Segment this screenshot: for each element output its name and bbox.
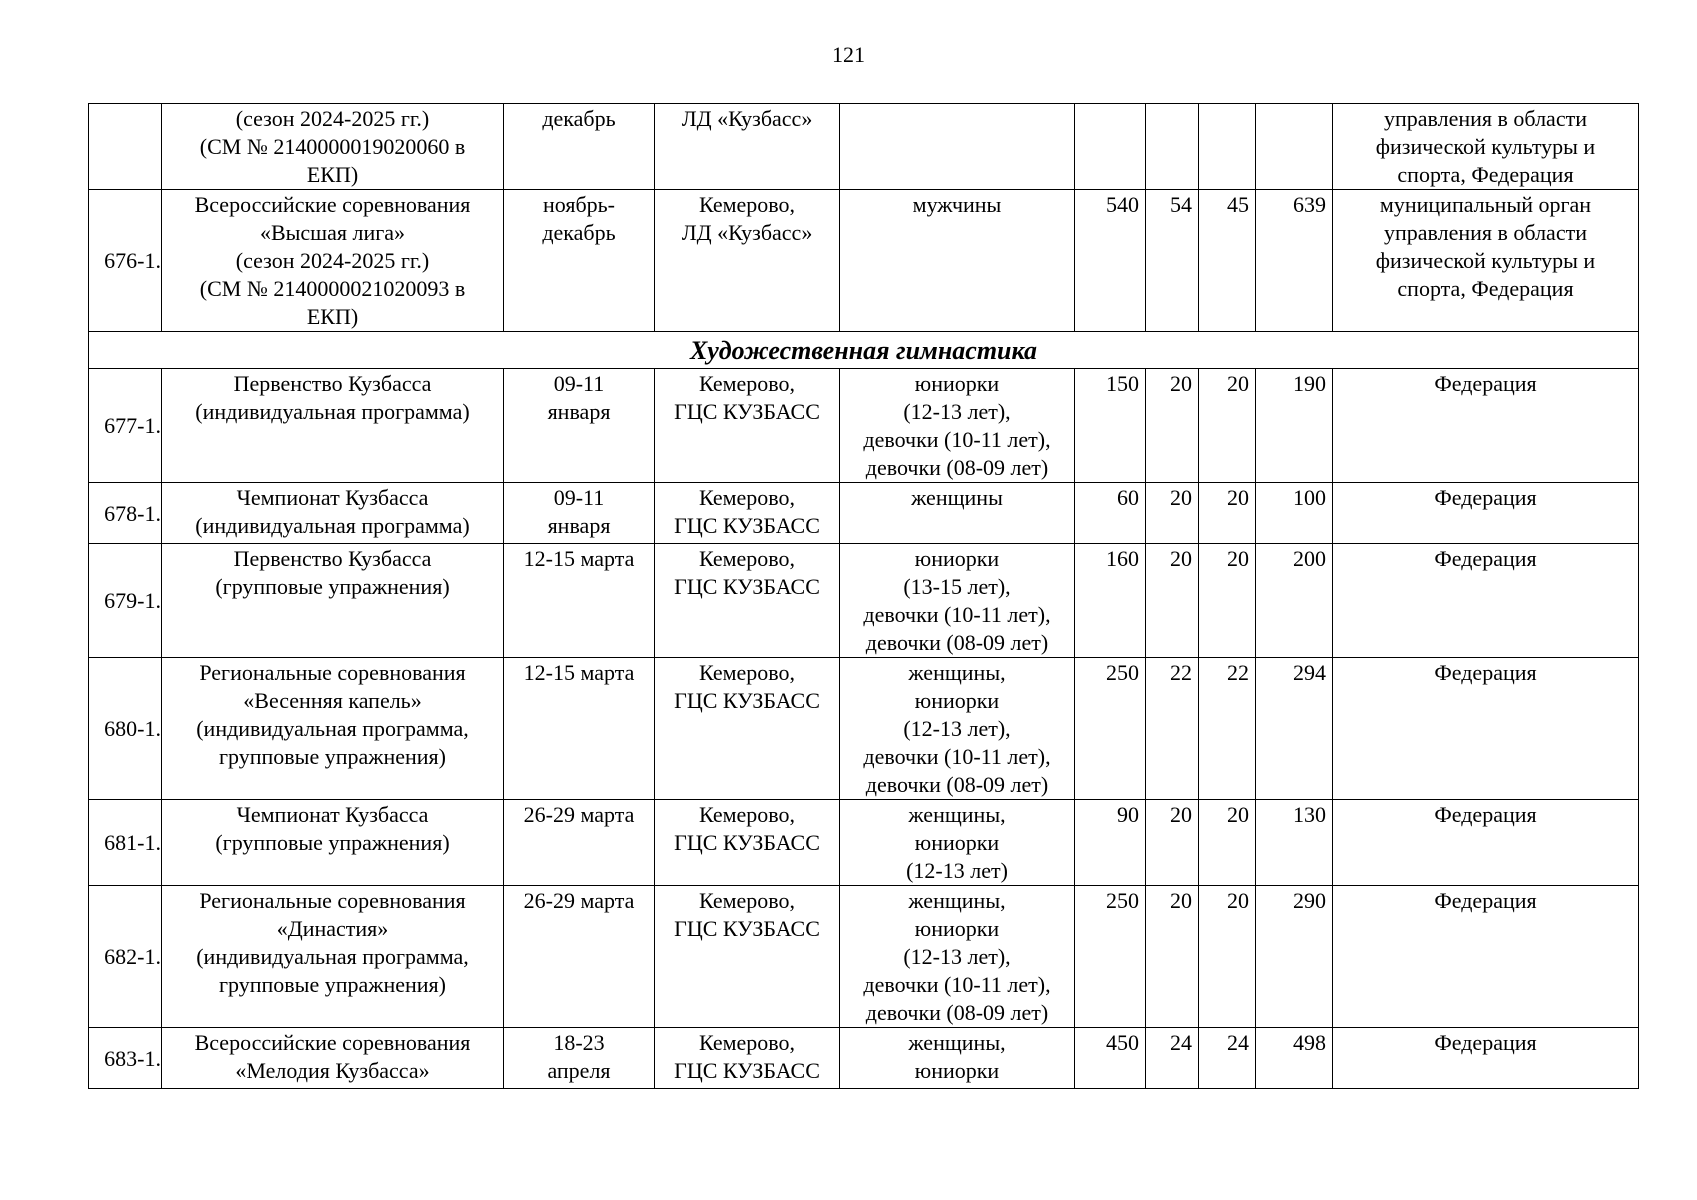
judges-count-cell: 54 xyxy=(1146,190,1199,332)
cell-line: Федерация xyxy=(1434,802,1537,827)
event-dates-cell xyxy=(504,544,655,658)
participants-count-cell: 250 xyxy=(1075,658,1146,800)
organizer-cell xyxy=(1333,104,1639,190)
cell-line: Федерация xyxy=(1434,485,1537,510)
event-number-cell: 683-1. xyxy=(89,1028,162,1089)
event-number-cell: 682-1. xyxy=(89,886,162,1028)
organizer-cell xyxy=(1333,483,1639,544)
cell-line: Чемпионат Кузбасса xyxy=(236,485,429,510)
cell-line: девочки (08-09 лет) xyxy=(865,630,1049,655)
participants-count-cell xyxy=(1075,104,1146,190)
organizer-cell xyxy=(1333,658,1639,800)
cell-line: апреля xyxy=(547,1058,611,1083)
participants-count-cell: 90 xyxy=(1075,800,1146,886)
cell-line: Кемерово, xyxy=(698,485,796,510)
cell-line: спорта, Федерация xyxy=(1397,162,1574,187)
event-name-cell xyxy=(162,369,504,483)
cell-line: 09-11 xyxy=(553,485,605,510)
cell-line: (индивидуальная программа, xyxy=(196,716,469,741)
event-participants-cell xyxy=(840,886,1075,1028)
cell-line: спорта, Федерация xyxy=(1397,276,1574,301)
table-row xyxy=(89,1028,1639,1089)
organizer-cell xyxy=(1333,369,1639,483)
cell-line: Федерация xyxy=(1434,371,1537,396)
cell-line: «Династия» xyxy=(276,916,389,941)
cell-line: физической культуры и xyxy=(1375,248,1596,273)
cell-line: ЛД «Кузбасс» xyxy=(681,220,813,245)
event-name-cell xyxy=(162,483,504,544)
cell-line: (СМ № 2140000021020093 в xyxy=(199,276,466,301)
cell-line: Кемерово, xyxy=(698,371,796,396)
event-name-cell xyxy=(162,190,504,332)
cell-line: Федерация xyxy=(1434,1030,1537,1055)
event-number-cell xyxy=(89,104,162,190)
cell-line: декабрь xyxy=(542,220,616,245)
cell-line: Федерация xyxy=(1434,660,1537,685)
event-place-cell xyxy=(655,886,840,1028)
cell-line: ГЦС КУЗБАСС xyxy=(674,513,820,538)
staff-count-cell: 20 xyxy=(1199,483,1256,544)
cell-line: ГЦС КУЗБАСС xyxy=(674,830,820,855)
cell-line: девочки (08-09 лет) xyxy=(865,772,1049,797)
cell-line: января xyxy=(547,513,611,538)
cell-line: Федерация xyxy=(1434,888,1537,913)
event-place-cell xyxy=(655,658,840,800)
event-place-cell xyxy=(655,104,840,190)
event-name-cell xyxy=(162,658,504,800)
event-name-cell xyxy=(162,544,504,658)
cell-line: (групповые упражнения) xyxy=(215,830,450,855)
cell-line: девочки (10-11 лет), xyxy=(863,972,1051,997)
event-participants-cell xyxy=(840,104,1075,190)
staff-count-cell: 20 xyxy=(1199,369,1256,483)
total-count-cell: 130 xyxy=(1256,800,1333,886)
cell-line: Кемерово, xyxy=(698,660,796,685)
event-number-cell: 681-1. xyxy=(89,800,162,886)
table-row xyxy=(89,190,1639,332)
total-count-cell: 639 xyxy=(1256,190,1333,332)
event-participants-cell xyxy=(840,658,1075,800)
cell-line: «Весенняя капель» xyxy=(243,688,422,713)
cell-line: Региональные соревнования xyxy=(199,888,466,913)
cell-line: юниорки xyxy=(914,830,1000,855)
organizer-cell xyxy=(1333,886,1639,1028)
total-count-cell: 294 xyxy=(1256,658,1333,800)
total-count-cell: 290 xyxy=(1256,886,1333,1028)
cell-line: женщины, xyxy=(908,802,1006,827)
cell-line: (индивидуальная программа) xyxy=(195,513,470,538)
cell-line: юниорки xyxy=(914,688,1000,713)
cell-line: 18-23 xyxy=(553,1030,605,1055)
event-place-cell xyxy=(655,369,840,483)
cell-line: Чемпионат Кузбасса xyxy=(236,802,429,827)
organizer-cell xyxy=(1333,544,1639,658)
judges-count-cell: 20 xyxy=(1146,369,1199,483)
table-row xyxy=(89,483,1639,544)
cell-line: (12-13 лет), xyxy=(903,399,1011,424)
event-place-cell xyxy=(655,1028,840,1089)
staff-count-cell: 20 xyxy=(1199,544,1256,658)
table-row xyxy=(89,544,1639,658)
cell-line: (12-13 лет), xyxy=(903,944,1011,969)
cell-line: юниорки xyxy=(914,546,1000,571)
cell-line: (СМ № 2140000019020060 в xyxy=(199,134,466,159)
event-dates-cell xyxy=(504,104,655,190)
cell-line: женщины, xyxy=(908,888,1006,913)
event-name-cell xyxy=(162,800,504,886)
staff-count-cell: 20 xyxy=(1199,800,1256,886)
total-count-cell: 100 xyxy=(1256,483,1333,544)
cell-line: (13-15 лет), xyxy=(903,574,1011,599)
cell-line: управления в области xyxy=(1384,106,1587,131)
event-place-cell xyxy=(655,800,840,886)
participants-count-cell: 150 xyxy=(1075,369,1146,483)
cell-line: ГЦС КУЗБАСС xyxy=(674,399,820,424)
cell-line: Первенство Кузбасса xyxy=(233,371,432,396)
staff-count-cell: 22 xyxy=(1199,658,1256,800)
judges-count-cell: 20 xyxy=(1146,886,1199,1028)
event-name-cell xyxy=(162,1028,504,1089)
staff-count-cell: 24 xyxy=(1199,1028,1256,1089)
cell-line: (12-13 лет) xyxy=(906,858,1008,883)
cell-line: (групповые упражнения) xyxy=(215,574,450,599)
cell-line: юниорки xyxy=(914,371,1000,396)
judges-count-cell: 24 xyxy=(1146,1028,1199,1089)
event-participants-cell xyxy=(840,369,1075,483)
cell-line: мужчины xyxy=(912,192,1002,217)
event-dates-cell xyxy=(504,800,655,886)
event-number-cell: 678-1. xyxy=(89,483,162,544)
table-row xyxy=(89,658,1639,800)
cell-line: юниорки xyxy=(914,916,1000,941)
event-place-cell xyxy=(655,483,840,544)
table-row xyxy=(89,104,1639,190)
total-count-cell: 200 xyxy=(1256,544,1333,658)
total-count-cell: 498 xyxy=(1256,1028,1333,1089)
event-participants-cell xyxy=(840,190,1075,332)
event-place-cell xyxy=(655,544,840,658)
table-row xyxy=(89,886,1639,1028)
cell-line: 12-15 марта xyxy=(523,660,635,685)
cell-line: (12-13 лет), xyxy=(903,716,1011,741)
judges-count-cell: 20 xyxy=(1146,544,1199,658)
cell-line: Кемерово, xyxy=(698,1030,796,1055)
event-participants-cell xyxy=(840,483,1075,544)
cell-line: женщины, xyxy=(908,1030,1006,1055)
cell-line: (индивидуальная программа, xyxy=(196,944,469,969)
cell-line: физической культуры и xyxy=(1375,134,1596,159)
event-place-cell xyxy=(655,190,840,332)
event-dates-cell xyxy=(504,369,655,483)
cell-line: ЕКП) xyxy=(306,162,359,187)
cell-line: января xyxy=(547,399,611,424)
cell-line: ГЦС КУЗБАСС xyxy=(674,574,820,599)
event-participants-cell xyxy=(840,1028,1075,1089)
judges-count-cell: 22 xyxy=(1146,658,1199,800)
page-number: 121 xyxy=(832,42,865,67)
event-dates-cell xyxy=(504,1028,655,1089)
cell-line: девочки (08-09 лет) xyxy=(865,455,1049,480)
staff-count-cell: 45 xyxy=(1199,190,1256,332)
judges-count-cell: 20 xyxy=(1146,800,1199,886)
cell-line: ноябрь- xyxy=(542,192,616,217)
table-row xyxy=(89,800,1639,886)
cell-line: ГЦС КУЗБАСС xyxy=(674,1058,820,1083)
cell-line: групповые упражнения) xyxy=(219,744,446,769)
section-row xyxy=(89,332,1639,369)
cell-line: Кемерово, xyxy=(698,192,796,217)
cell-line: ЛД «Кузбасс» xyxy=(681,106,813,131)
cell-line: Кемерово, xyxy=(698,802,796,827)
participants-count-cell: 250 xyxy=(1075,886,1146,1028)
cell-line: Кемерово, xyxy=(698,546,796,571)
cell-line: Кемерово, xyxy=(698,888,796,913)
cell-line: Всероссийские соревнования xyxy=(194,1030,471,1055)
cell-line: групповые упражнения) xyxy=(219,972,446,997)
cell-line: женщины, xyxy=(908,660,1006,685)
cell-line: Региональные соревнования xyxy=(199,660,466,685)
organizer-cell xyxy=(1333,800,1639,886)
cell-line: «Высшая лига» xyxy=(259,220,406,245)
participants-count-cell: 160 xyxy=(1075,544,1146,658)
staff-count-cell xyxy=(1199,104,1256,190)
total-count-cell: 190 xyxy=(1256,369,1333,483)
event-dates-cell xyxy=(504,483,655,544)
participants-count-cell: 60 xyxy=(1075,483,1146,544)
cell-line: Первенство Кузбасса xyxy=(233,546,432,571)
cell-line: девочки (10-11 лет), xyxy=(863,427,1051,452)
cell-line: муниципальный орган xyxy=(1379,192,1592,217)
event-number-cell: 676-1. xyxy=(89,190,162,332)
cell-line: управления в области xyxy=(1384,220,1587,245)
event-number-cell: 679-1. xyxy=(89,544,162,658)
event-dates-cell xyxy=(504,886,655,1028)
cell-line: 26-29 марта xyxy=(523,802,635,827)
cell-line: ЕКП) xyxy=(306,304,359,329)
cell-line: Всероссийские соревнования xyxy=(194,192,471,217)
event-number-cell: 677-1. xyxy=(89,369,162,483)
section-title: Художественная гимнастика xyxy=(89,332,1639,369)
staff-count-cell: 20 xyxy=(1199,886,1256,1028)
judges-count-cell: 20 xyxy=(1146,483,1199,544)
cell-line: 09-11 xyxy=(553,371,605,396)
table-row xyxy=(89,369,1639,483)
cell-line: юниорки xyxy=(914,1058,1000,1083)
events-table xyxy=(88,103,1639,1089)
event-participants-cell xyxy=(840,800,1075,886)
cell-line: ГЦС КУЗБАСС xyxy=(674,688,820,713)
cell-line: ГЦС КУЗБАСС xyxy=(674,916,820,941)
event-participants-cell xyxy=(840,544,1075,658)
cell-line: (индивидуальная программа) xyxy=(195,399,470,424)
judges-count-cell xyxy=(1146,104,1199,190)
cell-line: девочки (10-11 лет), xyxy=(863,602,1051,627)
cell-line: женщины xyxy=(911,485,1003,510)
organizer-cell xyxy=(1333,1028,1639,1089)
cell-line: (сезон 2024-2025 гг.) xyxy=(235,106,430,131)
cell-line: «Мелодия Кузбасса» xyxy=(235,1058,430,1083)
participants-count-cell: 450 xyxy=(1075,1028,1146,1089)
event-name-cell xyxy=(162,886,504,1028)
organizer-cell xyxy=(1333,190,1639,332)
event-dates-cell xyxy=(504,658,655,800)
cell-line: Федерация xyxy=(1434,546,1537,571)
cell-line: девочки (10-11 лет), xyxy=(863,744,1051,769)
event-number-cell: 680-1. xyxy=(89,658,162,800)
total-count-cell xyxy=(1256,104,1333,190)
cell-line: девочки (08-09 лет) xyxy=(865,1000,1049,1025)
cell-line: декабрь xyxy=(542,106,616,131)
cell-line: 12-15 марта xyxy=(523,546,635,571)
cell-line: 26-29 марта xyxy=(523,888,635,913)
event-dates-cell xyxy=(504,190,655,332)
event-name-cell xyxy=(162,104,504,190)
participants-count-cell: 540 xyxy=(1075,190,1146,332)
cell-line: (сезон 2024-2025 гг.) xyxy=(235,248,430,273)
